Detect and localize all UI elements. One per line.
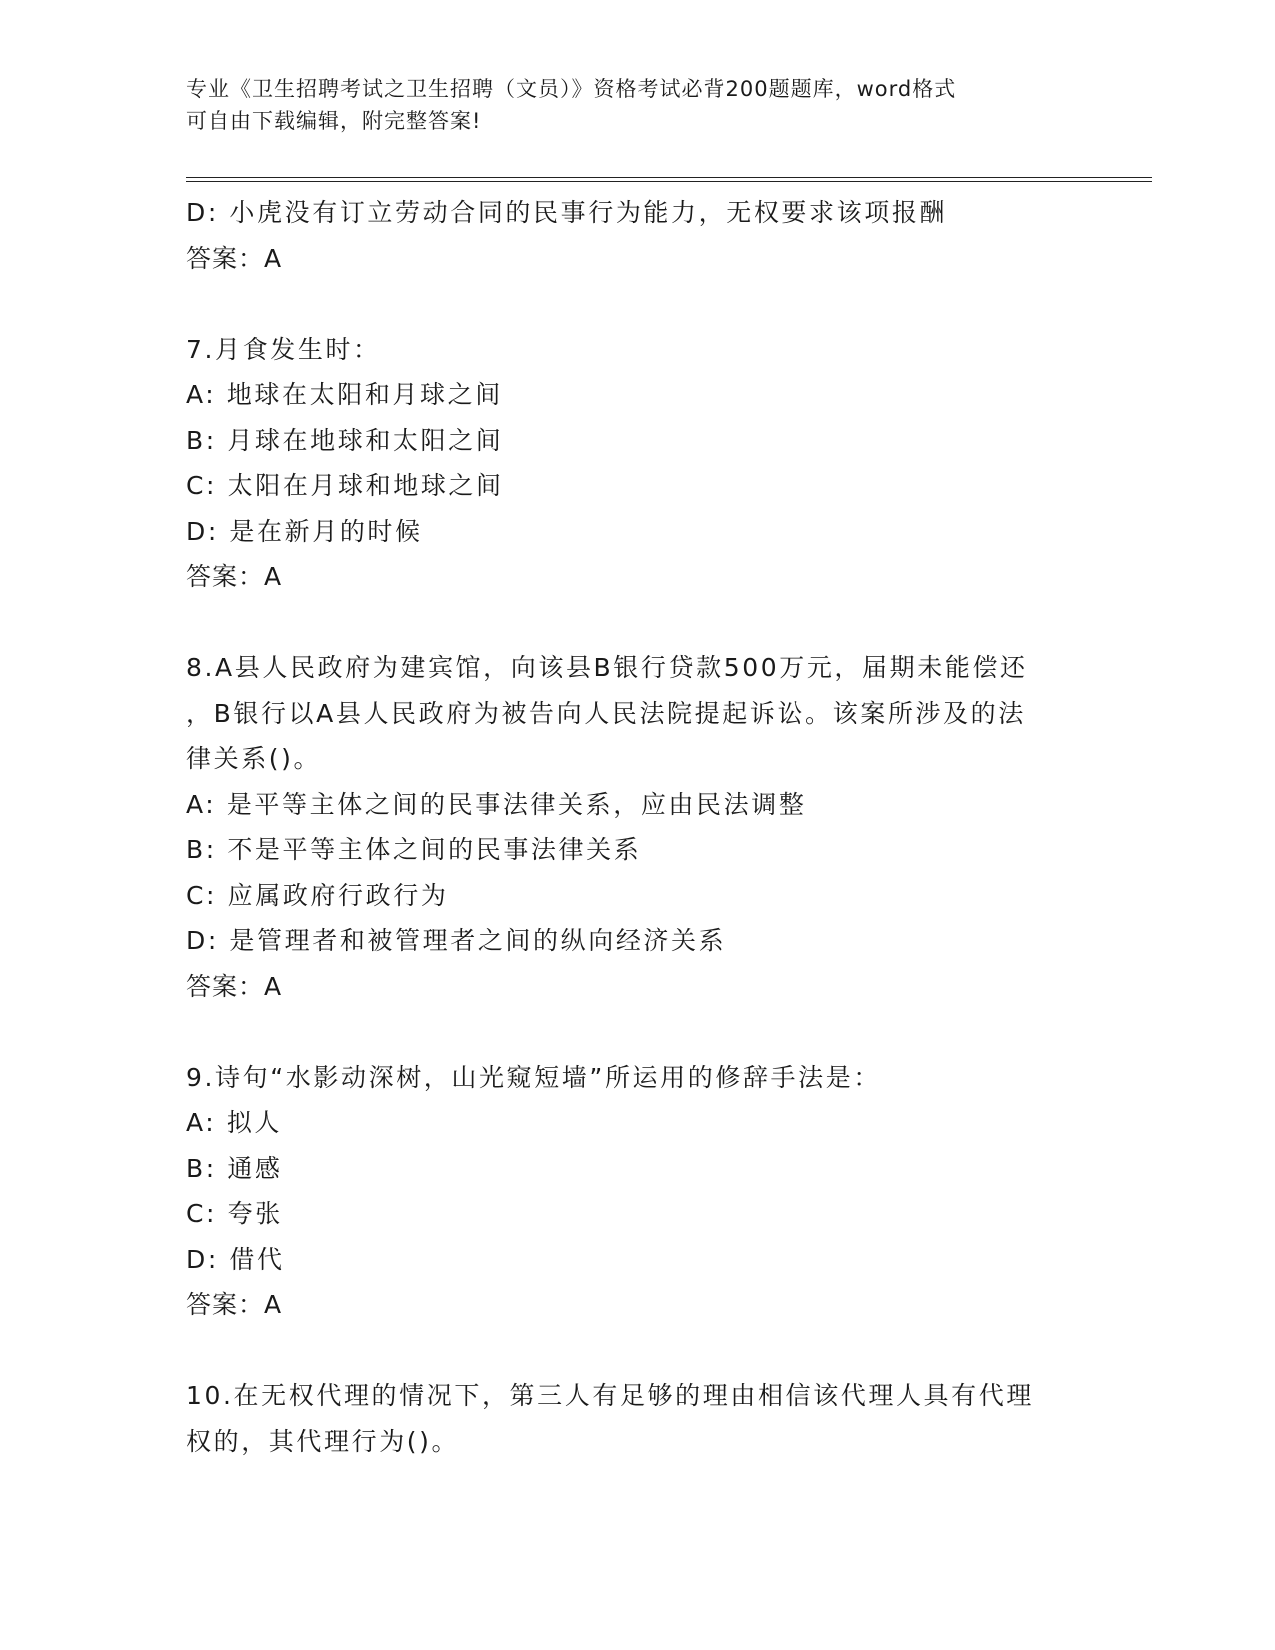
option-d: D: 是在新月的时候 (186, 516, 423, 546)
answer-label: 答案：A (186, 243, 283, 273)
question-stem-line-2: 权的，其代理行为()。 (186, 1426, 460, 1456)
option-a: A: 拟人 (186, 1108, 283, 1137)
answer-label: 答案：A (186, 1290, 283, 1319)
option-c: C: 太阳在月球和地球之间 (186, 471, 504, 500)
option-b: B: 月球在地球和太阳之间 (186, 425, 504, 455)
header-line-2: 可自由下载编辑，附完整答案! (186, 109, 482, 133)
option-d: D: 是管理者和被管理者之间的纵向经济关系 (186, 926, 727, 955)
option-a: A: 地球在太阳和月球之间 (186, 380, 503, 409)
answer-label: 答案：A (186, 971, 283, 1001)
spacer (186, 1009, 1086, 1055)
question-stem: 9.诗句“水影动深树，山光窥短墙”所运用的修辞手法是： (186, 1062, 881, 1092)
option-c: C: 应属政府行政行为 (186, 880, 449, 910)
spacer (186, 1328, 1086, 1374)
question-stem-line-1: 10.在无权代理的情况下，第三人有足够的理由相信该代理人具有代理 (186, 1381, 1034, 1410)
option-c: C: 夸张 (186, 1199, 283, 1228)
page-header (186, 73, 1086, 137)
question-7 (186, 327, 1086, 600)
question-stem-line-2: ，B银行以A县人民政府为被告向人民法院提起诉讼。该案所涉及的法 (186, 698, 1026, 728)
question-8 (186, 645, 1086, 1009)
question-stem-line-3: 律关系()。 (186, 744, 322, 773)
spacer (186, 281, 1086, 327)
header-line-1: 专业《卫生招聘考试之卫生招聘（文员）》资格考试必背200题题库，word格式 (186, 77, 957, 101)
question-10 (186, 1373, 1086, 1464)
answer-label: 答案：A (186, 562, 283, 591)
document-body (186, 190, 1086, 1464)
header-divider (186, 177, 1152, 182)
question-9 (186, 1055, 1086, 1328)
option-b: B: 通感 (186, 1153, 283, 1183)
question-stem-line-1: 8.A县人民政府为建宾馆，向该县B银行贷款500万元，届期未能偿还 (186, 653, 1028, 682)
spacer (186, 600, 1086, 646)
option-a: A: 是平等主体之间的民事法律关系，应由民法调整 (186, 789, 807, 819)
question-stem: 7.月食发生时： (186, 334, 381, 364)
option-d: D: 小虎没有订立劳动合同的民事行为能力，无权要求该项报酬 (186, 198, 948, 227)
question-6-continuation (186, 190, 1086, 281)
option-b: B: 不是平等主体之间的民事法律关系 (186, 835, 642, 864)
option-d: D: 借代 (186, 1244, 285, 1274)
